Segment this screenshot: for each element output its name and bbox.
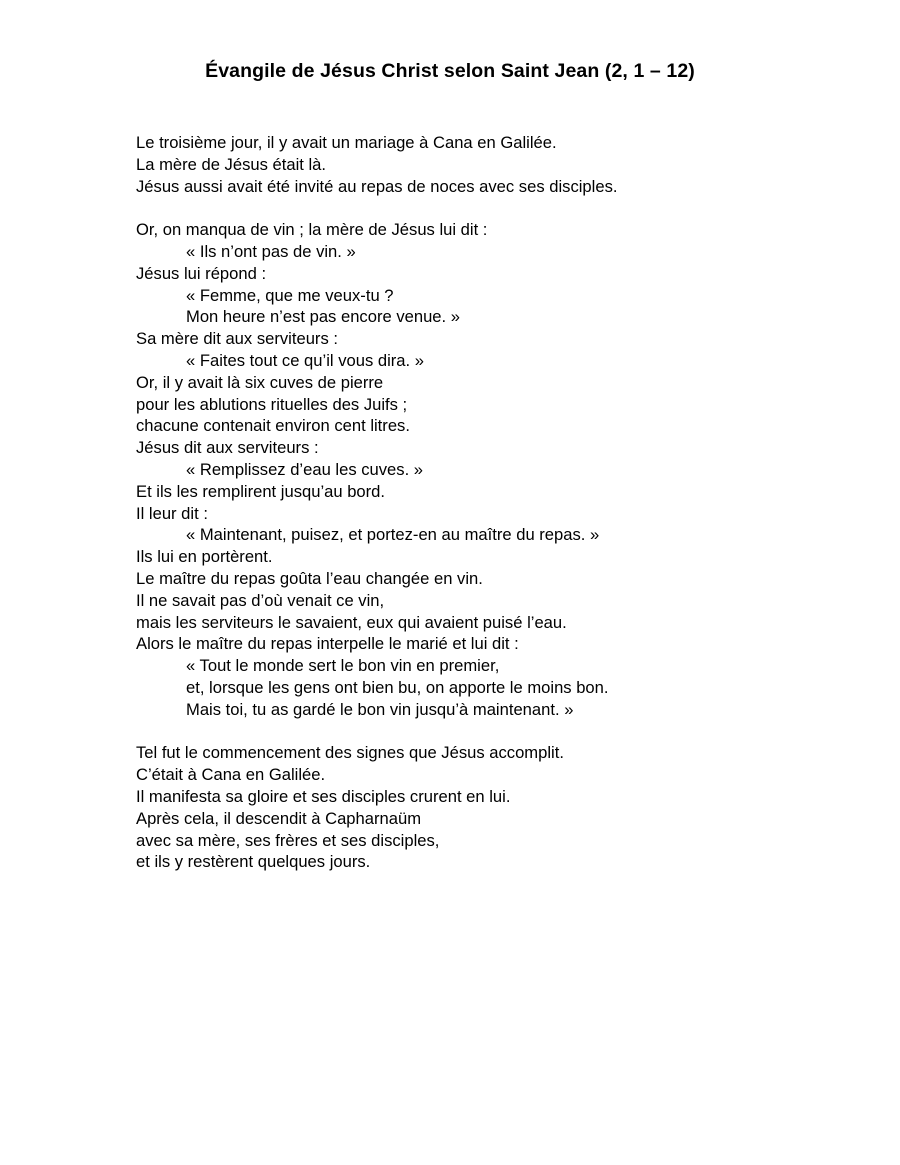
- text-line: C’était à Cana en Galilée.: [136, 765, 326, 785]
- text-line: Jésus aussi avait été invité au repas de noces avec ses disciples.: [136, 176, 618, 196]
- text-line: Et ils les remplirent jusqu’au bord.: [136, 481, 386, 501]
- quoted-line: « Tout le monde sert le bon vin en premier,: [186, 656, 500, 676]
- text-line: chacune contenait environ cent litres.: [136, 416, 410, 436]
- quoted-line: Mon heure n’est pas encore venue. »: [186, 307, 460, 327]
- quoted-line: « Maintenant, puisez, et portez-en au maître du repas. »: [186, 525, 600, 545]
- blank-line: [136, 197, 836, 219]
- text-line: Jésus lui répond :: [136, 263, 267, 283]
- document-title: Évangile de Jésus Christ selon Saint Jean (2, 1 – 12): [205, 60, 695, 82]
- text-line: Tel fut le commencement des signes que Jésus accomplit.: [136, 743, 564, 763]
- text-line: Après cela, il descendit à Capharnaüm: [136, 808, 422, 828]
- quoted-line: Mais toi, tu as gardé le bon vin jusqu’à maintenant. »: [186, 699, 574, 719]
- quoted-line: et, lorsque les gens ont bien bu, on apporte le moins bon.: [186, 677, 609, 697]
- text-line: Il manifesta sa gloire et ses disciples crurent en lui.: [136, 786, 511, 806]
- quoted-line: « Remplissez d’eau les cuves. »: [186, 459, 424, 479]
- text-line: avec sa mère, ses frères et ses disciples,: [136, 830, 440, 850]
- text-line: Ils lui en portèrent.: [136, 547, 273, 567]
- text-line: Alors le maître du repas interpelle le marié et lui dit :: [136, 634, 519, 654]
- quoted-line: « Ils n’ont pas de vin. »: [186, 241, 356, 261]
- text-line: mais les serviteurs le savaient, eux qui avaient puisé l’eau.: [136, 612, 567, 632]
- text-line: Il ne savait pas d’où venait ce vin,: [136, 590, 385, 610]
- text-line: Or, il y avait là six cuves de pierre: [136, 372, 384, 392]
- text-line: Il leur dit :: [136, 503, 208, 523]
- quoted-line: « Femme, que me veux-tu ?: [186, 285, 394, 305]
- blank-line: [136, 721, 836, 743]
- text-line: Le troisième jour, il y avait un mariage à Cana en Galilée.: [136, 133, 557, 152]
- text-line: pour les ablutions rituelles des Juifs ;: [136, 394, 408, 414]
- text-line: Or, on manqua de vin ; la mère de Jésus lui dit :: [136, 220, 488, 240]
- text-line: Le maître du repas goûta l’eau changée en vin.: [136, 568, 483, 588]
- text-line: Sa mère dit aux serviteurs :: [136, 329, 338, 349]
- quoted-line: « Faites tout ce qu’il vous dira. »: [186, 350, 424, 370]
- text-line: La mère de Jésus était là.: [136, 154, 327, 174]
- gospel-text: [136, 132, 836, 873]
- text-line: Jésus dit aux serviteurs :: [136, 438, 319, 458]
- text-line: et ils y restèrent quelques jours.: [136, 852, 371, 872]
